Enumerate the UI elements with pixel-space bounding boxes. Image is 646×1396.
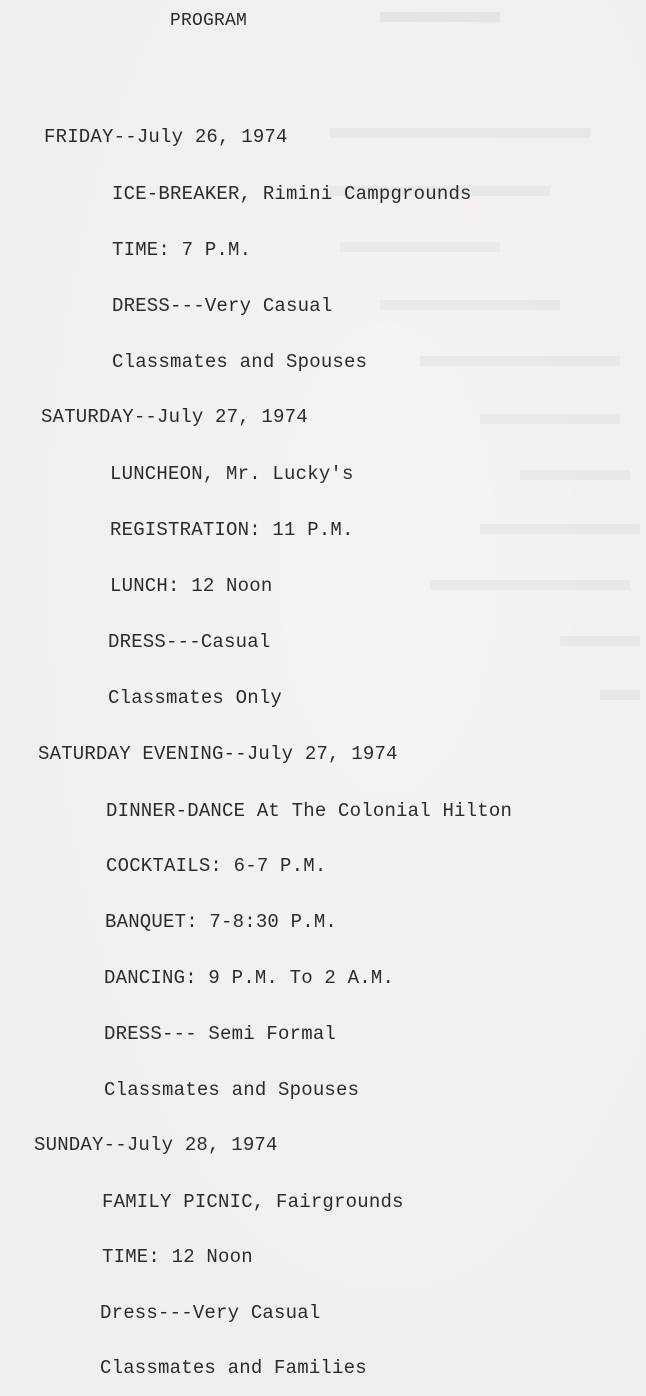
bleed-through-line xyxy=(330,128,590,138)
event-line: COCKTAILS: 6-7 P.M. xyxy=(106,855,327,877)
event-line: ICE-BREAKER, Rimini Campgrounds xyxy=(112,183,472,205)
event-line: TIME: 12 Noon xyxy=(102,1246,253,1268)
event-line: REGISTRATION: 11 P.M. xyxy=(110,519,354,541)
bleed-through-line xyxy=(600,690,640,700)
day-heading-saturday-evening: SATURDAY EVENING--July 27, 1974 xyxy=(38,743,398,765)
event-line: FAMILY PICNIC, Fairgrounds xyxy=(102,1191,404,1213)
event-line: Classmates and Spouses xyxy=(112,351,368,373)
bleed-through-line xyxy=(480,524,640,534)
bleed-through-line xyxy=(380,300,560,310)
bleed-through-line xyxy=(380,12,500,22)
event-line: Classmates Only xyxy=(108,687,283,709)
bleed-through-line xyxy=(480,414,620,424)
event-line: DANCING: 9 P.M. To 2 A.M. xyxy=(104,967,395,989)
bleed-through-line xyxy=(420,356,620,366)
event-line: LUNCH: 12 Noon xyxy=(110,575,273,597)
event-line: DRESS--- Semi Formal xyxy=(104,1023,337,1045)
bleed-through-line xyxy=(340,242,500,252)
day-heading-saturday: SATURDAY--July 27, 1974 xyxy=(41,406,308,428)
event-line: TIME: 7 P.M. xyxy=(112,239,252,261)
event-line: Classmates and Spouses xyxy=(104,1079,360,1101)
event-line: Classmates and Families xyxy=(100,1357,367,1379)
page-title: PROGRAM xyxy=(170,11,248,31)
event-line: DRESS---Casual xyxy=(108,631,271,653)
event-line: DRESS---Very Casual xyxy=(112,295,333,317)
event-line: LUNCHEON, Mr. Lucky's xyxy=(110,463,354,485)
day-heading-sunday: SUNDAY--July 28, 1974 xyxy=(34,1134,278,1156)
bleed-through-line xyxy=(560,636,640,646)
bleed-through-line xyxy=(430,580,630,590)
bleed-through-line xyxy=(520,470,630,480)
event-line: DINNER-DANCE At The Colonial Hilton xyxy=(106,800,513,822)
day-heading-friday: FRIDAY--July 26, 1974 xyxy=(44,126,288,148)
event-line: Dress---Very Casual xyxy=(100,1302,321,1324)
event-line: BANQUET: 7-8:30 P.M. xyxy=(105,911,338,933)
